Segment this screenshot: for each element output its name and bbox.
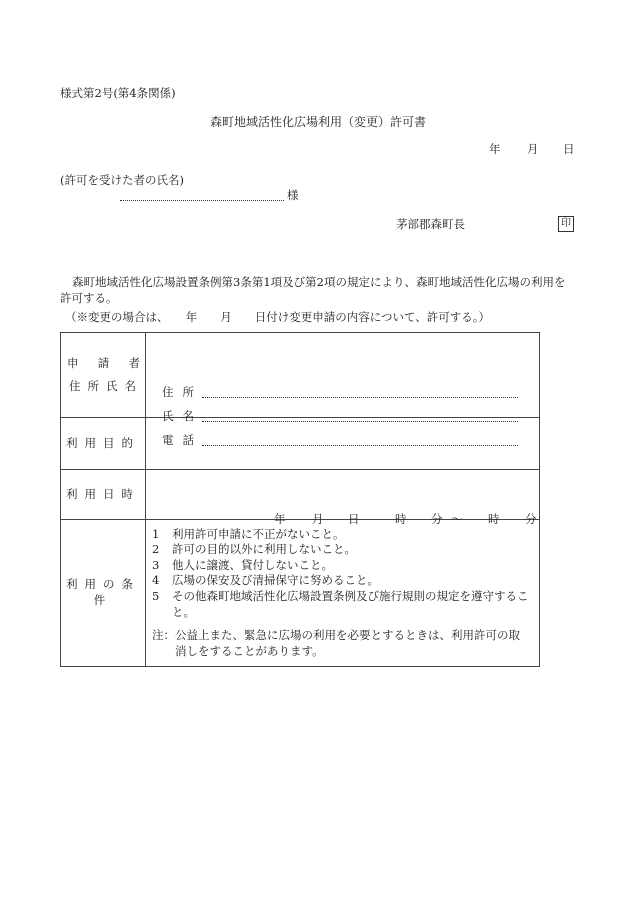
seal-mark: 印	[558, 216, 574, 232]
datetime-day: 日	[348, 511, 360, 526]
applicant-fields	[146, 333, 540, 447]
applicant-label-char: 者	[128, 355, 140, 370]
datetime-hour: 時	[395, 511, 407, 526]
purpose-field[interactable]	[146, 418, 540, 470]
form-number: 様式第2号(第4条関係)	[60, 86, 176, 100]
note-prefix: 注：	[152, 628, 175, 643]
conditions-list	[152, 527, 531, 620]
conditions-label: 利用の条件	[61, 520, 146, 667]
issue-month-label: 月	[527, 142, 539, 156]
name-field[interactable]	[202, 421, 518, 422]
condition-item: 4 広場の保安及び清掃保守に努めること。	[152, 573, 379, 588]
condition-item: 1 利用許可申請に不正がないこと。	[152, 526, 345, 541]
datetime-month: 月	[312, 511, 324, 526]
applicant-row	[61, 333, 540, 418]
applicant-sublabel: 住所氏名	[69, 378, 143, 393]
address-field[interactable]	[202, 397, 518, 398]
issuer-name: 茅部郡森町長	[396, 217, 465, 231]
change-note: （※変更の場合は、 年 月 日付け変更申請の内容について、許可する。）	[65, 310, 491, 324]
purpose-row	[61, 418, 540, 470]
datetime-minute: 分	[431, 511, 443, 526]
phone-field[interactable]	[202, 445, 518, 446]
recipient-label: (許可を受けた者の氏名)	[60, 173, 184, 187]
applicant-label-char: 申	[67, 355, 79, 370]
datetime-field[interactable]	[146, 470, 540, 526]
purpose-label: 利用目的	[61, 418, 146, 470]
permit-table	[60, 332, 540, 667]
datetime-row	[61, 470, 540, 520]
note-text: 公益上また、緊急に広場の利用を必要とするときは、利用許可の取消しをすることがあります。	[175, 628, 520, 658]
datetime-label: 利用日時	[61, 470, 146, 520]
body-text-line1: 森町地域活性化広場設置条例第3条第1項及び第2項の規定により、森町地域活性化広場の利用を	[72, 275, 566, 289]
condition-item: 5 その他森町地域活性化広場設置条例及び施行規則の規定を遵守すること。	[152, 589, 529, 619]
address-label: 住所	[162, 385, 203, 399]
datetime-hour-end: 時	[488, 511, 500, 526]
recipient-name-line[interactable]	[120, 200, 284, 201]
condition-item: 3 他人に譲渡、貸付しないこと。	[152, 557, 333, 572]
condition-item: 2 許可の目的以外に利用しないこと。	[152, 542, 356, 557]
issue-year-label: 年	[489, 142, 501, 156]
conditions-note	[152, 628, 531, 659]
conditions-content	[146, 520, 540, 667]
applicant-label-char: 請	[97, 355, 110, 370]
phone-label: 電話	[162, 433, 203, 447]
name-label: 氏名	[162, 409, 203, 423]
document-title: 森町地域活性化広場利用（変更）許可書	[210, 115, 427, 129]
applicant-label	[61, 333, 146, 418]
datetime-year: 年	[274, 511, 286, 526]
conditions-row	[61, 520, 540, 667]
body-text-line2: 許可する。	[60, 291, 118, 305]
recipient-honorific: 様	[287, 188, 299, 202]
issue-day-label: 日	[563, 142, 575, 156]
datetime-minute-end: 分	[525, 511, 537, 526]
datetime-tilde: 〜	[451, 511, 463, 526]
